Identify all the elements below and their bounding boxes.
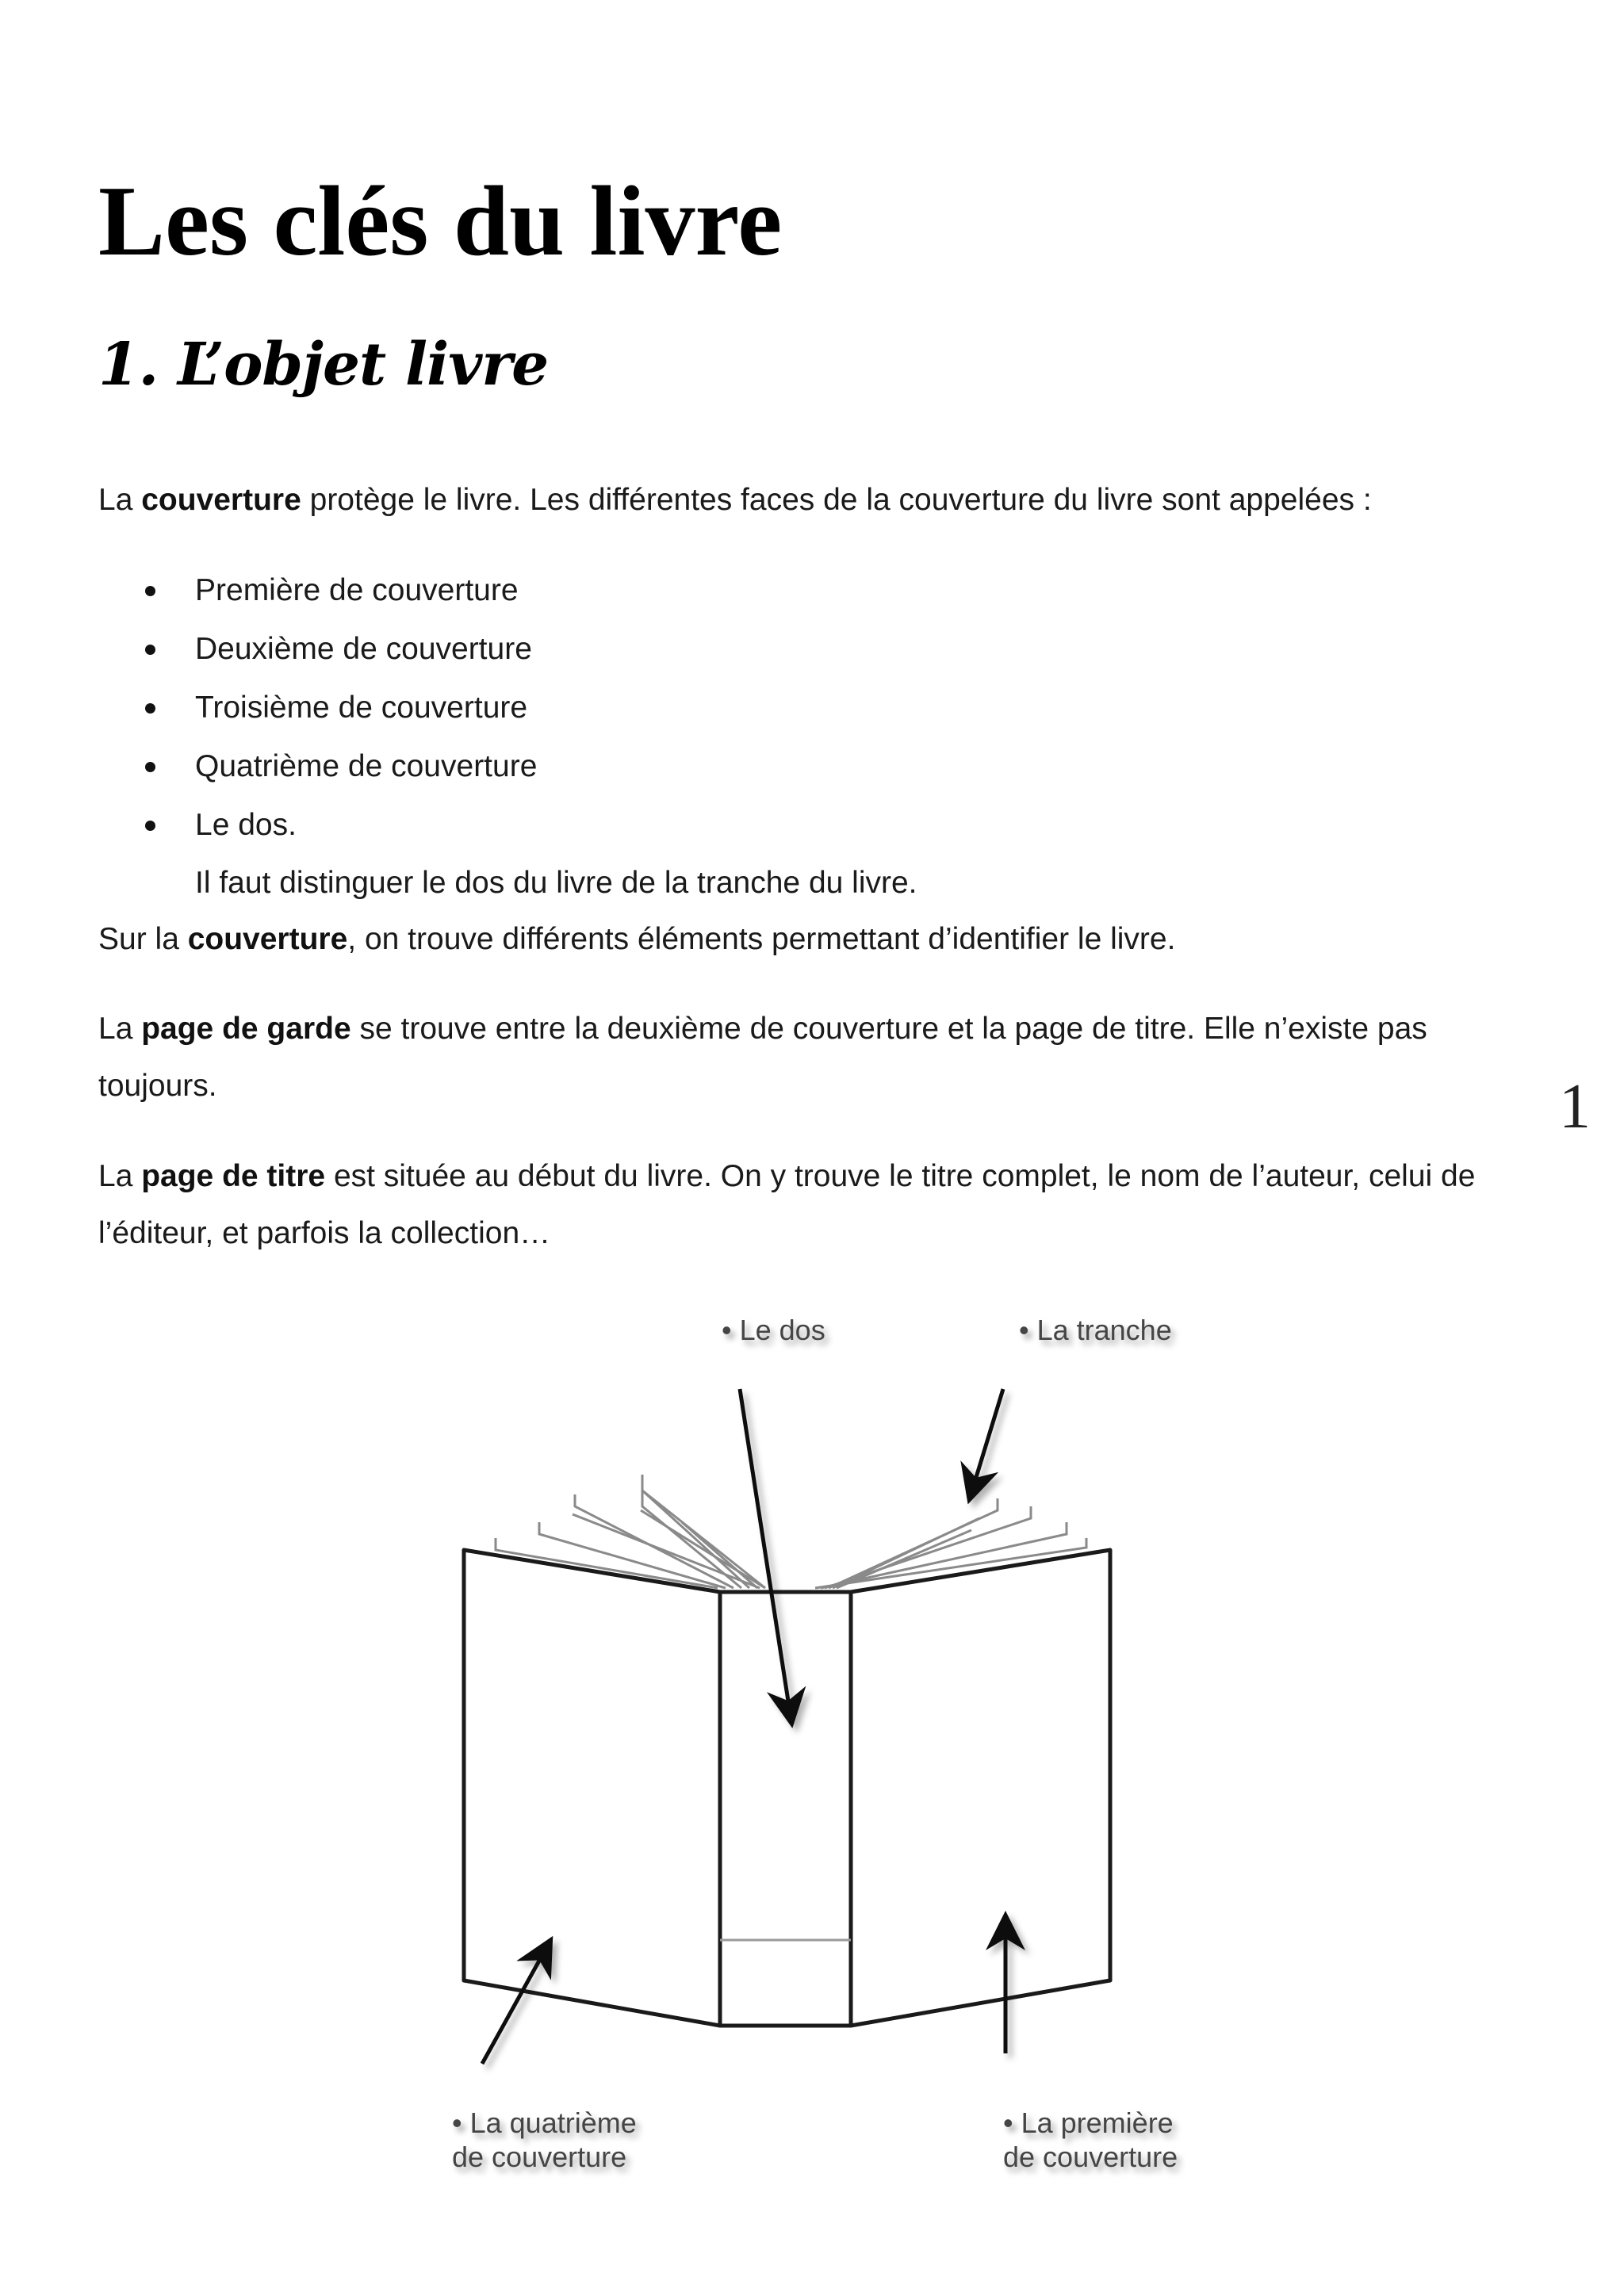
bold-term: couverture — [141, 483, 301, 517]
intro-paragraph: La couverture protège le livre. Les différentes faces de la couverture du livre sont appelées : — [98, 483, 1372, 517]
label-premiere-line1: • La première — [1003, 2107, 1174, 2139]
label-tranche: • La tranche — [1019, 1314, 1172, 1346]
list-item: Deuxième de couverture — [98, 620, 1526, 679]
label-quatrieme-line2: de couverture — [452, 2141, 627, 2173]
list-note: Il faut distinguer le dos du livre de la tranche du livre. — [195, 866, 917, 900]
arrow-tranche — [971, 1389, 1003, 1493]
list-item: Le dos. — [98, 796, 1526, 855]
book-outline — [464, 1550, 1110, 2026]
list-item: Troisième de couverture — [98, 679, 1526, 737]
section-heading: 1. L’objet livre — [98, 331, 549, 399]
label-dos: • Le dos — [722, 1314, 825, 1346]
cover-elements-paragraph: Sur la couverture, on trouve différents éléments permettant d’identifier le livre. — [98, 922, 1176, 956]
page-title: Les clés du livre — [98, 166, 783, 277]
list-item: Quatrième de couverture — [98, 737, 1526, 796]
bold-term: couverture — [187, 922, 348, 956]
spine — [720, 1592, 851, 2026]
page-number: 1 — [1559, 1072, 1591, 1142]
label-premiere-line2: de couverture — [1003, 2141, 1178, 2173]
label-quatrieme-line1: • La quatrième — [452, 2107, 637, 2139]
list-item: Première de couverture — [98, 561, 1526, 620]
page-de-titre-paragraph: La page de titre est située au début du livre. On y trouve le titre complet, le nom de l’auteur, celui de l’éditeur, et parfois la collection… — [98, 1159, 1476, 1250]
back-cover — [464, 1550, 720, 2026]
front-cover — [851, 1550, 1110, 2026]
page-de-garde-paragraph: La page de garde se trouve entre la deuxième de couverture et la page de titre. Elle n’existe pas toujours. — [98, 1012, 1427, 1103]
bold-term: page de garde — [141, 1012, 351, 1046]
bold-term: page de titre — [141, 1159, 326, 1193]
